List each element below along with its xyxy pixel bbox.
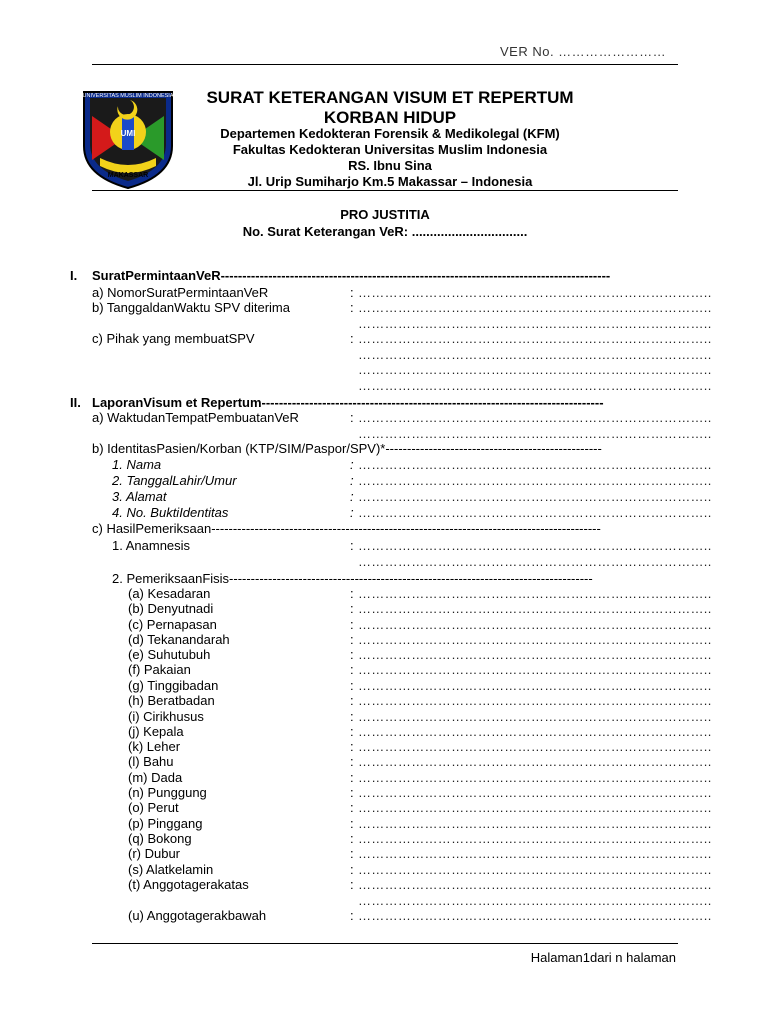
field-label: (s) Alatkelamin [128,862,214,877]
field-label: (b) Denyutnadi [128,601,214,616]
form-field-row [0,862,768,878]
fill-in-dotted-line[interactable]: …………………………………………………………………….. [358,754,712,769]
form-field-row [0,331,768,347]
field-colon: : [350,908,354,923]
fill-in-dotted-line[interactable]: …………………………………………………………………….. [358,816,712,831]
fill-in-dotted-line[interactable]: …………………………………………………………………….. [358,331,712,346]
field-colon: : [350,846,354,861]
field-colon: : [350,410,354,425]
field-label: (c) Pernapasan [128,617,217,632]
form-field-row [0,300,768,316]
fill-in-dotted-line[interactable]: …………………………………………………………………….. [358,800,712,815]
fill-in-dotted-line[interactable]: …………………………………………………………………….. [358,285,712,300]
field-colon: : [350,457,354,472]
field-colon: : [350,617,354,632]
letter-number-line: No. Surat Keterangan VeR: ................................ [242,224,528,239]
header-divider [92,190,678,191]
field-label: (l) Bahu [128,754,174,769]
field-label: (i) Cirikhusus [128,709,204,724]
form-field-row [0,785,768,801]
field-colon: : [350,662,354,677]
fill-in-dotted-line[interactable]: …………………………………………………………………….. [358,724,712,739]
field-colon: : [350,300,354,315]
field-colon: : [350,724,354,739]
field-colon: : [350,647,354,662]
field-label: (t) Anggotagerakatas [128,877,249,892]
fill-in-dotted-line[interactable]: …………………………………………………………………….. [358,678,712,693]
fill-in-dotted-line[interactable]: …………………………………………………………………….. [358,785,712,800]
fill-in-dotted-line[interactable]: …………………………………………………………………….. [358,300,712,315]
fill-in-dotted-line[interactable]: …………………………………………………………………….. [358,709,712,724]
field-label: c) HasilPemeriksaan------------------------------------------------------------------------------------------ [92,521,601,536]
field-label: LaporanVisum et Repertum------------------------------------------------------------------------------- [92,395,604,410]
field-label: (o) Perut [128,800,179,815]
form-field-row [0,800,768,816]
form-field-row [0,586,768,602]
field-label: b) IdentitasPasien/Korban (KTP/SIM/Paspor/SPV)*-------------------------------------------------- [92,441,602,456]
field-label: (m) Dada [128,770,183,785]
form-field-row [0,601,768,617]
top-divider [92,64,678,65]
form-field-row [0,632,768,648]
field-label: (u) Anggotagerakbawah [128,908,267,923]
fill-in-dotted-line[interactable]: …………………………………………………………………….. [358,662,712,677]
form-field-row [0,285,768,301]
field-label: 2. PemeriksaanFisis------------------------------------------------------------------------------------ [112,571,593,586]
fill-in-dotted-line[interactable]: …………………………………………………………………….. [358,693,712,708]
field-label: (q) Bokong [128,831,192,846]
field-label: 1. Anamnesis [112,538,191,553]
fill-in-dotted-line[interactable]: …………………………………………………………………….. [358,347,712,362]
pro-justitia-heading: PRO JUSTITIA [340,207,430,222]
footer-divider [92,943,678,944]
field-label: (r) Dubur [128,846,181,861]
field-colon: : [350,489,354,504]
fill-in-dotted-line[interactable]: …………………………………………………………………….. [358,410,712,425]
field-label: (k) Leher [128,739,181,754]
fill-in-dotted-line[interactable]: …………………………………………………………………….. [358,831,712,846]
field-label: 1. Nama [112,457,162,472]
form-field-row [0,473,768,489]
ver-number: VER No. …………………… [500,44,667,59]
form-section-row [0,521,768,537]
form-field-row [0,426,768,442]
fill-in-dotted-line[interactable]: …………………………………………………………………….. [358,473,712,488]
field-colon: : [350,785,354,800]
fill-in-dotted-line[interactable]: …………………………………………………………………….. [358,554,712,569]
field-colon: : [350,709,354,724]
field-colon: : [350,586,354,601]
field-label: 2. TanggalLahir/Umur [112,473,237,488]
field-colon: : [350,505,354,520]
field-colon: : [350,601,354,616]
field-label: (h) Beratbadan [128,693,215,708]
page-footer: Halaman1dari n halaman [530,950,676,965]
field-label: (f) Pakaian [128,662,191,677]
form-field-row [0,378,768,394]
fill-in-dotted-line[interactable]: …………………………………………………………………….. [358,426,712,441]
fill-in-dotted-line[interactable]: …………………………………………………………………….. [358,770,712,785]
fill-in-dotted-line[interactable]: …………………………………………………………………….. [358,538,712,553]
form-field-row [0,362,768,378]
faculty-line: Fakultas Kedokteran Universitas Muslim Indonesia [232,142,548,157]
address-line: Jl. Urip Sumiharjo Km.5 Makassar – Indonesia [247,174,533,189]
fill-in-dotted-line[interactable]: …………………………………………………………………….. [358,586,712,601]
form-field-row [0,316,768,332]
fill-in-dotted-line[interactable]: …………………………………………………………………….. [358,893,712,908]
form-section-row [0,268,768,284]
document-title: SURAT KETERANGAN VISUM ET REPERTUM [206,88,574,107]
field-colon: : [350,678,354,693]
fill-in-dotted-line[interactable]: …………………………………………………………………….. [358,489,712,504]
form-field-row [0,410,768,426]
field-colon: : [350,331,354,346]
field-colon: : [350,816,354,831]
form-field-row [0,647,768,663]
fill-in-dotted-line[interactable]: …………………………………………………………………….. [358,877,712,892]
section-number: I. [70,268,78,283]
field-label: a) WaktudanTempatPembuatanVeR [92,410,299,425]
field-colon: : [350,770,354,785]
fill-in-dotted-line[interactable]: …………………………………………………………………….. [358,862,712,877]
field-colon: : [350,693,354,708]
form-field-row [0,770,768,786]
fill-in-dotted-line[interactable]: …………………………………………………………………….. [358,846,712,861]
fill-in-dotted-line[interactable]: …………………………………………………………………….. [358,739,712,754]
field-colon: : [350,285,354,300]
field-colon: : [350,538,354,553]
form-field-row [0,678,768,694]
fill-in-dotted-line[interactable]: …………………………………………………………………….. [358,632,712,647]
form-field-row [0,846,768,862]
form-section-row [0,571,768,587]
field-label: (g) Tinggibadan [128,678,219,693]
field-label: c) Pihak yang membuatSPV [92,331,255,346]
field-colon: : [350,831,354,846]
form-field-row [0,739,768,755]
field-label: a) NomorSuratPermintaanVeR [92,285,269,300]
form-field-row [0,538,768,554]
field-colon: : [350,800,354,815]
field-colon: : [350,473,354,488]
form-field-row [0,505,768,521]
fill-in-dotted-line[interactable]: …………………………………………………………………….. [358,457,712,472]
logo-center-text: UMI [120,129,136,138]
form-field-row [0,693,768,709]
form-field-row [0,347,768,363]
form-field-row [0,709,768,725]
form-field-row [0,893,768,909]
field-label: (j) Kepala [128,724,184,739]
fill-in-dotted-line[interactable]: …………………………………………………………………….. [358,601,712,616]
field-label: (a) Kesadaran [128,586,211,601]
form-field-row [0,877,768,893]
form-field-row [0,908,768,924]
logo-bottom-text: MAKASSAR [107,172,149,179]
form-field-row [0,489,768,505]
fill-in-dotted-line[interactable]: …………………………………………………………………….. [358,378,712,393]
field-colon: : [350,632,354,647]
field-label: b) TanggaldanWaktu SPV diterima [92,300,290,315]
field-colon: : [350,877,354,892]
form-field-row [0,457,768,473]
form-field-row [0,554,768,570]
field-label: SuratPermintaanVeR------------------------------------------------------------------------------------------ [92,268,611,283]
field-label: (e) Suhutubuh [128,647,211,662]
fill-in-dotted-line[interactable]: …………………………………………………………………….. [358,617,712,632]
department-line: Departemen Kedokteran Forensik & Medikolegal (KFM) [220,126,560,141]
umi-logo [80,86,176,190]
form-field-row [0,662,768,678]
hospital-line: RS. Ibnu Sina [348,158,432,173]
fill-in-dotted-line[interactable]: …………………………………………………………………….. [358,647,712,662]
field-colon: : [350,739,354,754]
field-colon: : [350,862,354,877]
field-label: (n) Punggung [128,785,207,800]
fill-in-dotted-line[interactable]: …………………………………………………………………….. [358,505,712,520]
form-field-row [0,831,768,847]
logo-top-text: UNIVERSITAS MUSLIM INDONESIA [82,93,174,99]
document-subtitle: KORBAN HIDUP [323,108,457,127]
form-field-row [0,754,768,770]
form-field-row [0,816,768,832]
field-colon: : [350,754,354,769]
form-field-row [0,724,768,740]
fill-in-dotted-line[interactable]: …………………………………………………………………….. [358,316,712,331]
form-section-row [0,441,768,457]
form-field-row [0,617,768,633]
field-label: (d) Tekanandarah [128,632,230,647]
form-section-row [0,395,768,411]
fill-in-dotted-line[interactable]: …………………………………………………………………….. [358,362,712,377]
fill-in-dotted-line[interactable]: …………………………………………………………………….. [358,908,712,923]
field-label: (p) Pinggang [128,816,203,831]
section-number: II. [70,395,81,410]
field-label: 4. No. BuktiIdentitas [112,505,229,520]
field-label: 3. Alamat [112,489,167,504]
